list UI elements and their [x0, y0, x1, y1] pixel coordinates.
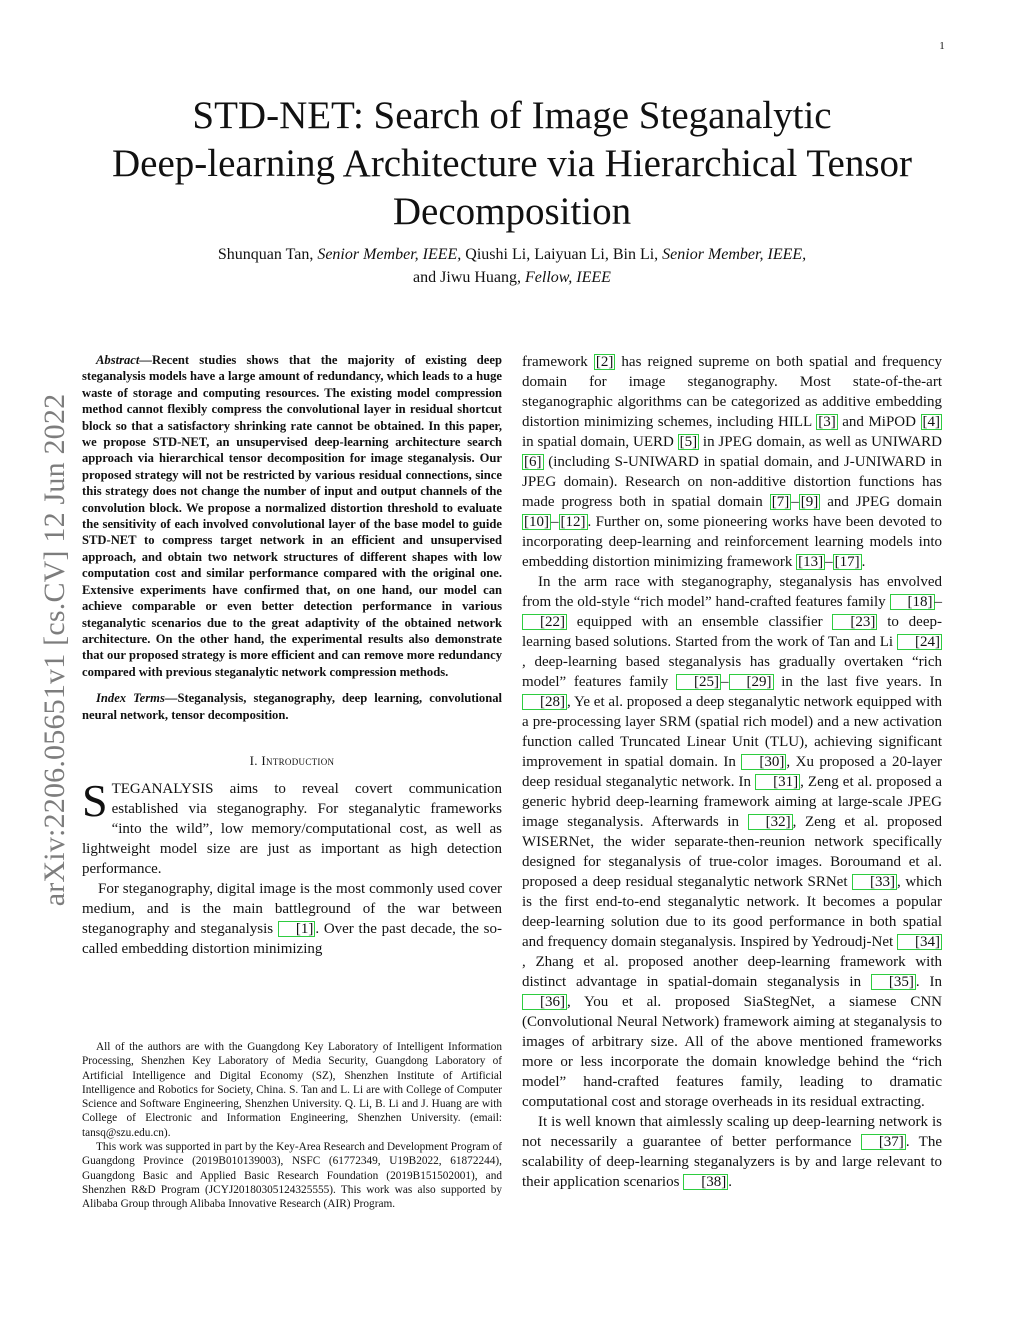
citation-link[interactable]: [23]	[832, 614, 877, 630]
paragraph-text: and JPEG domain	[820, 494, 943, 510]
paragraph-text: –	[934, 594, 942, 610]
citation-link[interactable]: [17]	[834, 554, 860, 570]
paragraph-text: , which is the first end-to-end steganalytic network. It becomes a popular deep-learning solution due to its good performance in both spatial and frequency domain steganalysis. Inspired by Yedroudj-Net	[522, 874, 942, 950]
paragraph-text: .	[728, 1174, 732, 1190]
citation-link[interactable]: [28]	[522, 694, 567, 710]
citation-link[interactable]: [33]	[852, 874, 897, 890]
paragraph-text: and MiPOD	[837, 414, 921, 430]
citation-link[interactable]: [35]	[871, 974, 916, 990]
intro-paragraph	[82, 774, 502, 879]
paragraph-text: in the last five years. In	[773, 674, 942, 690]
paragraph-text: framework	[522, 354, 594, 370]
drop-cap: S	[82, 774, 108, 826]
section-numeral: I.	[249, 752, 258, 768]
citation-link[interactable]: [4]	[922, 414, 940, 430]
citation-link[interactable]: [1]	[278, 921, 316, 937]
right-column	[522, 352, 942, 1192]
citation-link[interactable]: [5]	[679, 434, 698, 450]
footnote-affiliation: All of the authors are with the Guangdong Key Laboratory of Intelligent Information Processing, Shenzhen Key Laboratory of Media Security, Guangdong Laboratory of Artificial Intelligence and Digital Economy (SZ), Shenzhen Institute of Artificial Intelligence and Robotics for Society, China. S. Tan and L. Li are with College of Computer Science and Software Engineering, Shenzhen University. Q. Li, B. Li and J. Huang are with College of Electronic and Information Engineering, Shenzhen University. (email: tansq@szu.edu.cn).	[82, 1041, 502, 1139]
paragraph-text: . Over the past decade, the so-called embedding distortion minimizing	[82, 920, 502, 957]
intro-paragraph	[82, 879, 502, 959]
author: and Jiwu Huang,	[413, 269, 522, 286]
paragraph-text: to deep-learning based solutions. Started from the work of Tan and Li	[522, 614, 942, 650]
citation-link[interactable]: [18]	[890, 594, 935, 610]
paragraph-text: (including S-UNIWARD in spatial domain, and J-UNIWARD in JPEG domain). Research on non-additive distortion functions has made progress both in spatial domain	[522, 454, 942, 510]
paragraph-text: , Zeng et al. proposed a generic hybrid deep-learning framework aiming at large-scale JPEG image steganalysis. Afterwards in	[522, 774, 942, 830]
author: Shunquan Tan,	[217, 246, 314, 263]
body-paragraph	[522, 352, 942, 572]
author-list	[70, 243, 954, 289]
author-role: Senior Member, IEEE,	[317, 246, 462, 263]
abstract-label: Abstract—	[96, 353, 152, 367]
footnote-funding: This work was supported in part by the Key-Area Research and Development Program of Guangdong Province (2019B010139003), NSFC (61772349, U19B2022, 61872244), Guangdong Basic and Applied Basic Research Foundation (2019B151502001), and Shenzhen R&D Program (JCYJ20180305124325555). This work was also supported by Alibaba Group through Alibaba Innovative Research (AIR) Program.	[82, 1141, 502, 1211]
paragraph-text: has reigned supreme on both spatial and frequency domain for image steganography. Most state-of-the-art steganographic algorithms can be categorized as additive embedding distortion minimizing schemes, including HILL	[522, 354, 942, 430]
paragraph-text: , Zeng et al. proposed WISERNet, the wider separate-then-reunion network specifically designed for steganalysis of true-color images. Boroumand et al. proposed a deep residual steganalytic network SRNet	[522, 814, 942, 890]
index-terms-text: Steganalysis, steganography, deep learning, convolutional neural network, tensor decomposition.	[82, 691, 503, 722]
citation-link[interactable]: [38]	[683, 1174, 728, 1190]
paragraph-text: , Zhang et al. proposed another deep-learning framework with distinct advantage in spatial-domain steganalysis in	[522, 954, 942, 990]
title-line: Deep-learning Architecture via Hierarchical Tensor	[112, 142, 912, 185]
author: Qiushi Li, Laiyuan Li, Bin Li,	[465, 246, 659, 263]
paragraph-text: .	[861, 554, 866, 570]
citation-link[interactable]: [9]	[800, 494, 819, 510]
author-role: Fellow, IEEE	[525, 269, 611, 286]
citation-link[interactable]: [6]	[524, 454, 542, 470]
author-role: Senior Member, IEEE,	[662, 246, 807, 263]
citation-link[interactable]: [2]	[595, 354, 614, 370]
paragraph-text: in spatial domain, UERD	[522, 434, 678, 450]
paragraph-text: . In	[915, 974, 942, 990]
paragraph-text: equipped with an ensemble classifier	[567, 614, 833, 630]
citation-link[interactable]: [24]	[897, 634, 942, 650]
title-line: Decomposition	[392, 190, 632, 233]
title-line: STD-NET: Search of Image Steganalytic	[192, 94, 832, 137]
paragraph-text: –	[551, 514, 559, 530]
citation-link[interactable]: [29]	[729, 674, 774, 690]
citation-link[interactable]: [32]	[748, 814, 793, 830]
paragraph-text: –	[791, 494, 799, 510]
citation-link[interactable]: [12]	[560, 514, 586, 530]
index-terms	[82, 690, 502, 723]
paragraph-text: –	[721, 674, 729, 690]
citation-link[interactable]: [22]	[522, 614, 567, 630]
paragraph-text: In the arm race with steganography, steganalysis has envolved from the old-style “rich model” hand-crafted features family	[522, 574, 942, 610]
abstract-text: Recent studies shows that the majority of existing deep steganalysis models have a large amount of redundancy, which leads to a huge waste of storage and computing resources. The existing model compression method cannot flexibly compress the convolutional layer in residual shortcut block so that a satisfactory shrinking rate cannot be obtained. In this paper, we propose STD-NET, an unsupervised deep-learning architecture search approach via hierarchical tensor decomposition for image steganalysis. Our proposed strategy will not be restricted by various residual connections, since this strategy does not change the number of input and output channels of the convolution block. We propose a normalized distortion threshold to evaluate the sensitivity of each involved convolutional layer of the base model to guide STD-NET to compress target network in an efficient and unsupervised approach, and obtain two network structures of different shapes with low computation cost and similar performance compared with the original one. Extensive experiments have confirmed that, on one hand, our model can achieve comparable or even better detection performance in various steganalytic scenarios due to the great adaptivity of the obtained network architecture. On the other hand, the experimental results also demonstrate that our proposed strategy is more efficient and can remove more redundancy compared with previous steganalytic network compression methods.	[82, 353, 502, 679]
paragraph-text: , Ye et al. proposed a deep steganalytic network equipped with a pre-processing layer SRM (spatial rich model) and a new activation function called Truncated Linear Unit (TLU), achieving significant improvement in spatial domain. In	[522, 694, 942, 770]
paragraph-text: in JPEG domain, as well as UNIWARD	[699, 434, 942, 450]
body-paragraph	[522, 572, 942, 1112]
citation-link[interactable]: [13]	[798, 554, 824, 570]
citation-link[interactable]: [10]	[524, 514, 549, 530]
citation-link[interactable]: [25]	[676, 674, 721, 690]
body-paragraph	[522, 1112, 942, 1192]
paragraph-text: . Further on, some pioneering works have been devoted to incorporating deep-learning and reinforcement learning models into embedding distortion minimizing framework	[522, 514, 942, 570]
index-terms-label: Index Terms—	[96, 691, 178, 706]
citation-link[interactable]: [31]	[755, 774, 800, 790]
paragraph-text: aims to reveal covert communication established via steganography. For steganalytic frameworks “into the wild”, low memory/computational cost, as well as lightweight model size are just as important as high detection performance.	[82, 780, 502, 877]
section-title: Introduction	[261, 752, 335, 768]
footnotes	[82, 1040, 502, 1212]
paragraph-text: For steganography, digital image is the most commonly used cover medium, and is the main battleground of the war between steganography and steganalysis	[82, 880, 502, 937]
paper-title	[70, 92, 954, 236]
drop-cap-rest: TEGANALYSIS	[111, 780, 214, 797]
paragraph-text: –	[825, 554, 833, 570]
citation-link[interactable]: [36]	[522, 994, 567, 1010]
abstract	[82, 352, 502, 680]
citation-link[interactable]: [7]	[771, 494, 790, 510]
paragraph-text: , deep-learning based steganalysis has gradually overtaken “rich model” features family	[522, 654, 942, 690]
section-heading	[82, 751, 502, 771]
citation-link[interactable]: [37]	[861, 1134, 906, 1150]
citation-link[interactable]: [34]	[897, 934, 942, 950]
left-column	[82, 352, 502, 959]
paragraph-text: . The scalability of deep-learning steganalyzers is by and large relevant to their application scenarios	[522, 1134, 942, 1190]
arxiv-side-stamp: arXiv:2206.05651v1 [cs.CV] 12 Jun 2022	[38, 393, 71, 907]
citation-link[interactable]: [30]	[741, 754, 786, 770]
page-number: 1	[939, 40, 945, 52]
paragraph-text: , You et al. proposed SiaStegNet, a siamese CNN (Convolutional Neural Network) framework aiming at steganalysis to images of arbitrary size. All of the above mentioned frameworks more or less incorporate the domain knowledge behind the “rich model” hand-crafted features family, leading to dramatic computational cost and storage overheads in its residual extracting.	[522, 994, 942, 1110]
citation-link[interactable]: [3]	[818, 414, 836, 430]
paragraph-text: , Xu proposed a 20-layer deep residual steganalytic network. In	[522, 754, 942, 790]
paragraph-text: It is well known that aimlessly scaling up deep-learning network is not necessarily a guarantee of better performance	[522, 1114, 942, 1150]
